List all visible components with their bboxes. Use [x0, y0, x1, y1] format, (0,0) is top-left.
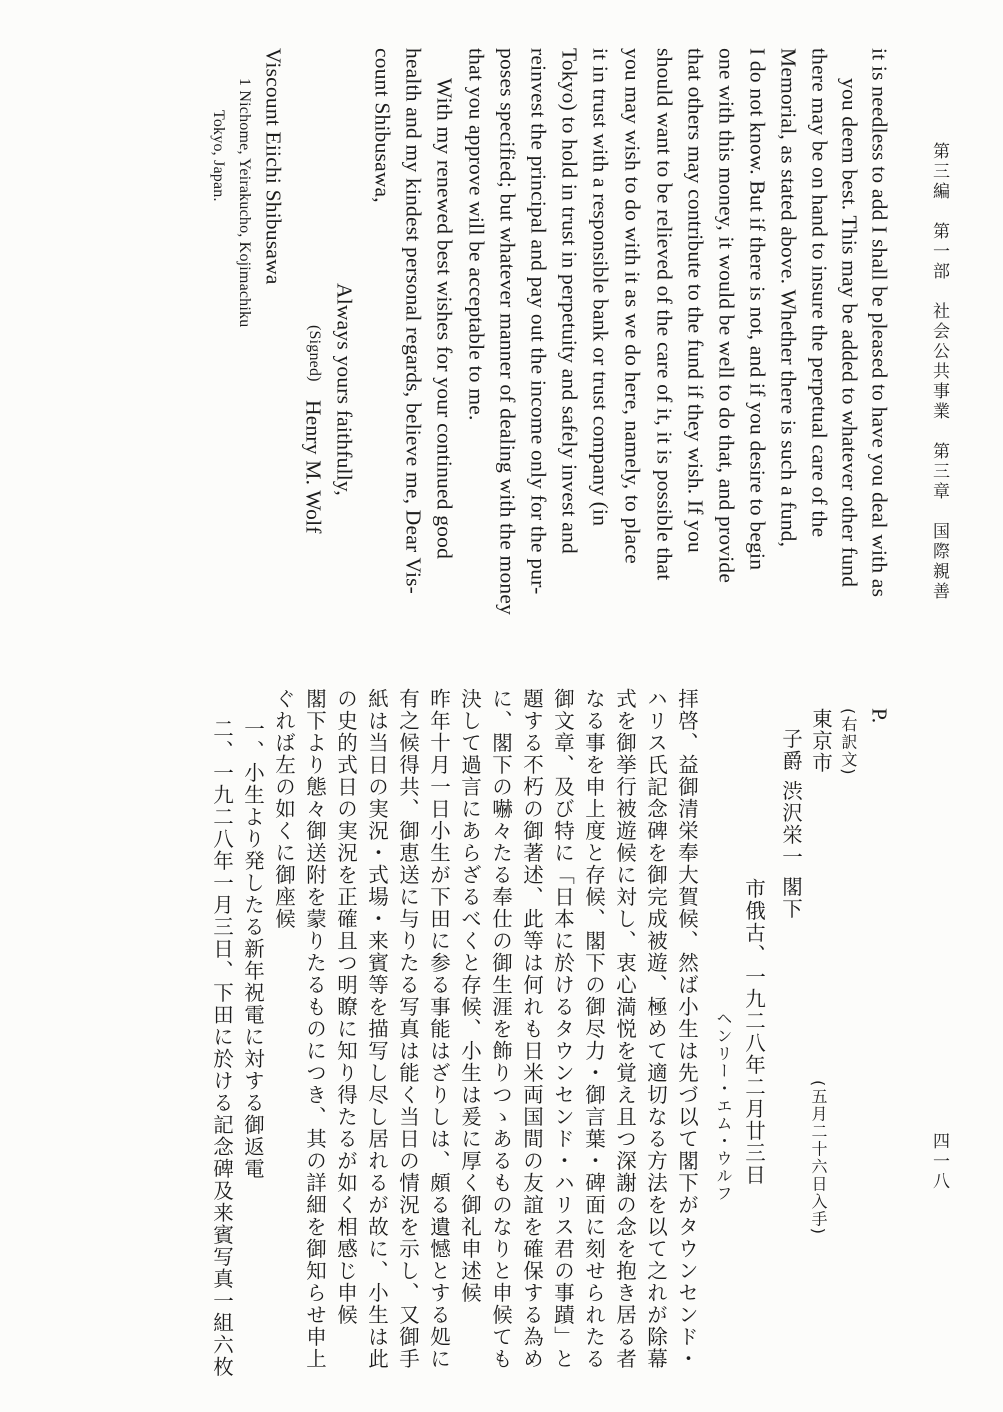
letter-line: reinvest the principal and pay out the income only for the pur-: [526, 48, 551, 595]
translation-line: に、閣下の嚇々たる奉仕の御生涯を飾りつゝあるものなりと申候ても: [488, 688, 513, 1370]
translation-line: 紙は当日の実況・式場・来賓等を描写し尽し居れるが故に、小生は此: [364, 688, 389, 1370]
letter-date: 市俄古、一九二八年二月廿三日: [741, 878, 766, 1186]
translation-line: 題する不朽の御著述、此等は何れも日米両国間の友誼を確保する為め: [519, 688, 544, 1370]
translation-line: 決して過言にあらざるべくと存候、小生は爰に厚く御礼申述候: [457, 688, 482, 1304]
page-number: 四一八: [929, 1132, 949, 1192]
enclosure-item: 二、一九二八年一月三日、下田に於ける記念碑及来賓写真一組六枚: [209, 718, 234, 1378]
letter-line: Memorial, as stated above. Whether there is such a fund,: [776, 48, 801, 548]
letter-line: you deem best. This may be added to whatever other fund: [837, 78, 862, 588]
signed-label: (Signed): [306, 325, 323, 382]
address-line: 1 Nichome, Yeirakucho, Kojimachiku: [236, 78, 253, 328]
letter-line: that you approve will be acceptable to me.: [464, 48, 489, 421]
addressee-name: Viscount Eiichi Shibusawa: [261, 48, 286, 285]
received-date: (五月二十六日入手): [809, 1080, 828, 1236]
translation-line: 昨年十月一日小生が下田に参る事能はざりしは、頗る遺憾とする処に: [426, 688, 451, 1370]
letter-line: Tokyo) to hold in trust in perpetuity and safely invest and: [557, 48, 582, 554]
translation-line: 御文章、及び特に「日本に於けるタウンセンド・ハリス君の事蹟」と: [550, 688, 575, 1370]
translation-line: 有之候得共、御恵送に与りたる写真は能く当日の情況を示し、又御手: [395, 688, 420, 1370]
letter-line: that others may contribute to the fund if they wish. If you: [683, 48, 708, 553]
letter-line: one with this money, it would be well to do that, and provide: [714, 48, 739, 584]
enclosure-item: 一、小生より発したる新年祝電に対する御返電: [240, 718, 265, 1180]
recipient: 子爵 渋沢栄一 閣下: [778, 728, 803, 921]
letter-line: there may be on hand to insure the perpetual care of the: [807, 48, 832, 538]
translation-line: 拝啓、益御清栄奉大賀候、然ば小生は先づ以て閣下がタウンセンド・: [674, 688, 699, 1370]
valediction: Always yours faithfully,: [332, 283, 357, 496]
translation-line: ハリス氏記念碑を御完成被遊、極めて適切なる方法を以て之れが除幕: [643, 688, 668, 1370]
translation-line: ぐれば左の如くに御座候: [271, 688, 296, 930]
letter-line: you may wish to do with it as we do here, namely, to place: [620, 48, 645, 564]
translation-line: なる事を申上度と存候、閣下の御尽力・御言葉・碑面に刻せられたる: [581, 688, 606, 1370]
running-title: 第三編 第一部 社会公共事業 第三章 国際親善: [929, 142, 949, 602]
translation-line: 式を御挙行被遊候に対し、衷心満悦を覚え且つ深謝の念を抱き居る者: [612, 688, 637, 1370]
translation-label: (右訳文): [839, 708, 858, 776]
postscript-label: P.: [867, 708, 892, 724]
closing-line: health and my kindest personal regards, believe me, Dear Vis-: [401, 48, 426, 595]
recipient-city: 東京市: [808, 708, 833, 774]
translation-line: 閣下より態々御送附を蒙りたるものにつき、其の詳細を御知らせ申上: [302, 688, 327, 1370]
letter-line: I do not know. But if there is not, and if you desire to begin: [745, 48, 770, 571]
letter-line: it in trust with a responsible bank or trust company (in: [588, 48, 613, 527]
signature: Henry M. Wolf: [301, 400, 326, 534]
letter-line: poses specified; but whatever manner of dealing with the money: [495, 48, 520, 616]
translation-line: の史的式日の実況を正確且つ明瞭に知り得たるが如く相感じ申候: [333, 688, 358, 1326]
letter-line: it is needless to add I shall be pleased to have you deal with as: [867, 48, 892, 598]
closing-line: With my renewed best wishes for your continued good: [432, 78, 457, 560]
sender: ヘンリー・エム・ウルフ: [714, 1010, 733, 1203]
letter-line: should want to be relieved of the care of it, it is possible that: [652, 48, 677, 581]
closing-line: count Shibusawa,: [370, 48, 395, 203]
address-line: Tokyo, Japan.: [210, 110, 227, 202]
